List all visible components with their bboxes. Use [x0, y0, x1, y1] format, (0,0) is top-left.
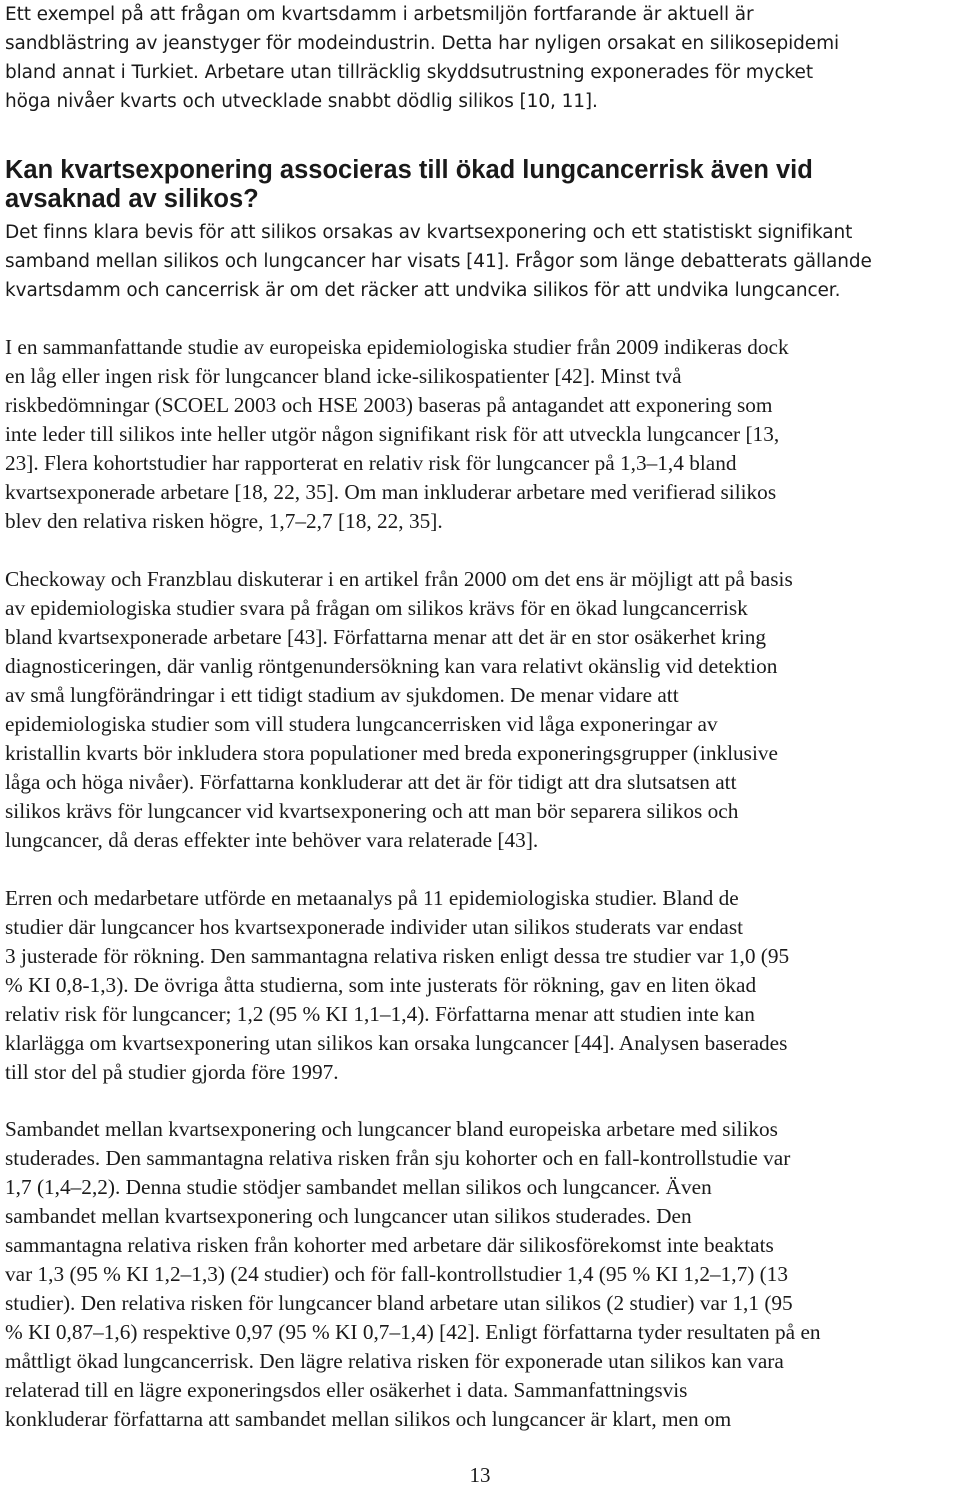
- checkoway-paragraph: [5, 565, 953, 855]
- text-line: kristallin kvarts bör inkludera stora populationer med breda exponeringsgrupper (inklusive: [5, 741, 778, 765]
- text-line: % KI 0,87–1,6) respektive 0,97 (95 % KI 0,7–1,4) [42]. Enligt författarna tyder resultaten på en: [5, 1320, 821, 1344]
- text-line: 23]. Flera kohortstudier har rapporterat en relativ risk för lungcancer på 1,3–1,4 bland: [5, 451, 737, 475]
- text-line: av små lungförändringar i ett tidigt stadium av sjukdomen. De menar vidare att: [5, 683, 679, 707]
- text-line: var 1,3 (95 % KI 1,2–1,3) (24 studier) och för fall-kontrollstudier 1,4 (95 % KI 1,2–1,7) (13: [5, 1262, 789, 1286]
- text-line: riskbedömningar (SCOEL 2003 och HSE 2003) baseras på antagandet att exponering som: [5, 393, 773, 417]
- document-page: [5, 0, 953, 1434]
- text-line: 1,7 (1,4–2,2). Denna studie stödjer sambandet mellan silikos och lungcancer. Även: [5, 1175, 712, 1199]
- text-line: blev den relativa risken högre, 1,7–2,7 [18, 22, 35].: [5, 509, 443, 533]
- text-line: bland annat i Turkiet. Arbetare utan tillräcklig skyddsutrustning exponerades för mycket: [5, 62, 813, 83]
- european-workers-paragraph: [5, 1115, 953, 1434]
- text-line: Checkoway och Franzblau diskuterar i en artikel från 2000 om det ens är möjligt att på basis: [5, 567, 793, 591]
- text-line: I en sammanfattande studie av europeiska epidemiologiska studier från 2009 indikeras dock: [5, 335, 789, 359]
- text-line: en låg eller ingen risk för lungcancer bland icke-silikospatienter [42]. Minst två: [5, 364, 682, 388]
- page-number: 13: [469, 1463, 491, 1487]
- text-line: lungcancer, då deras effekter inte behöver vara relaterade [43].: [5, 828, 539, 852]
- text-line: kvartsexponerade arbetare [18, 22, 35]. Om man inkluderar arbetare med verifierad silikos: [5, 480, 777, 504]
- text-line: konkluderar författarna att sambandet mellan silikos och lungcancer är klart, men om: [5, 1407, 732, 1431]
- text-line: silikos krävs för lungcancer vid kvartsexponering och att man bör separera silikos och: [5, 799, 739, 823]
- text-line: låga och höga nivåer). Författarna konkluderar att det är för tidigt att dra slutsatsen att: [5, 770, 737, 794]
- text-line: relativ risk för lungcancer; 1,2 (95 % KI 1,1–1,4). Författarna menar att studien inte kan: [5, 1002, 755, 1026]
- heading-line: Kan kvartsexponering associeras till ökad lungcancerrisk även vid: [5, 156, 813, 184]
- text-line: Sambandet mellan kvartsexponering och lungcancer bland europeiska arbetare med silikos: [5, 1117, 778, 1141]
- erren-paragraph: [5, 884, 953, 1087]
- text-line: studier där lungcancer hos kvartsexponerade individer utan silikos studerats var endast: [5, 915, 744, 939]
- section-heading: [5, 156, 953, 214]
- text-line: Ett exempel på att frågan om kvartsdamm i arbetsmiljön fortfarande är aktuell är: [5, 4, 754, 25]
- text-line: Erren och medarbetare utförde en metaanalys på 11 epidemiologiska studier. Bland de: [5, 886, 739, 910]
- evidence-paragraph: [5, 218, 953, 305]
- text-line: sambandet mellan kvartsexponering och lungcancer utan silikos studerades. Den: [5, 1204, 692, 1228]
- text-line: % KI 0,8-1,3). De övriga åtta studierna, som inte justerats för rökning, gav en liten ökad: [5, 973, 757, 997]
- text-line: bland kvartsexponerade arbetare [43]. Författarna menar att det är en stor osäkerhet kring: [5, 625, 767, 649]
- text-line: måttligt ökad lungcancerrisk. Den lägre relativa risken för exponerade utan silikos kan vara: [5, 1349, 784, 1373]
- text-line: samband mellan silikos och lungcancer har visats [41]. Frågor som länge debatterats gällande: [5, 251, 872, 272]
- text-line: klarlägga om kvartsexponering utan silikos kan orsaka lungcancer [44]. Analysen baserades: [5, 1031, 788, 1055]
- text-line: epidemiologiska studier som vill studera lungcancerrisken vid låga exponeringar av: [5, 712, 718, 736]
- text-line: kvartsdamm och cancerrisk är om det räcker att undvika silikos för att undvika lungcancer.: [5, 280, 841, 301]
- text-line: sandblästring av jeanstyger för modeindustrin. Detta har nyligen orsakat en silikosepidemi: [5, 33, 840, 54]
- text-line: studerades. Den sammantagna relativa risken från sju kohorter och en fall-kontrollstudie var: [5, 1146, 791, 1170]
- text-line: 3 justerade för rökning. Den sammantagna relativa risken enligt dessa tre studier var 1,0 (95: [5, 944, 790, 968]
- heading-line: avsaknad av silikos?: [5, 185, 259, 213]
- text-line: till stor del på studier gjorda före 1997.: [5, 1060, 339, 1084]
- summary-study-paragraph: [5, 333, 953, 536]
- text-line: inte leder till silikos inte heller utgör någon signifikant risk för att utveckla lungcancer [13,: [5, 422, 780, 446]
- text-line: sammantagna relativa risken från kohorter med arbetare där silikosförekomst inte beaktats: [5, 1233, 774, 1257]
- text-line: Det finns klara bevis för att silikos orsakas av kvartsexponering och ett statistiskt signifikant: [5, 222, 853, 243]
- text-line: höga nivåer kvarts och utvecklade snabbt dödlig silikos [10, 11].: [5, 91, 598, 112]
- text-line: diagnosticeringen, där vanlig röntgenundersökning kan vara relativt okänslig vid detektion: [5, 654, 778, 678]
- text-line: av epidemiologiska studier svara på frågan om silikos krävs för en ökad lungcancerrisk: [5, 596, 748, 620]
- intro-paragraph: [5, 0, 953, 116]
- text-line: relaterad till en lägre exponeringsdos eller osäkerhet i data. Sammanfattningsvis: [5, 1378, 688, 1402]
- text-line: studier). Den relativa risken för lungcancer bland arbetare utan silikos (2 studier) var 1,1 (95: [5, 1291, 793, 1315]
